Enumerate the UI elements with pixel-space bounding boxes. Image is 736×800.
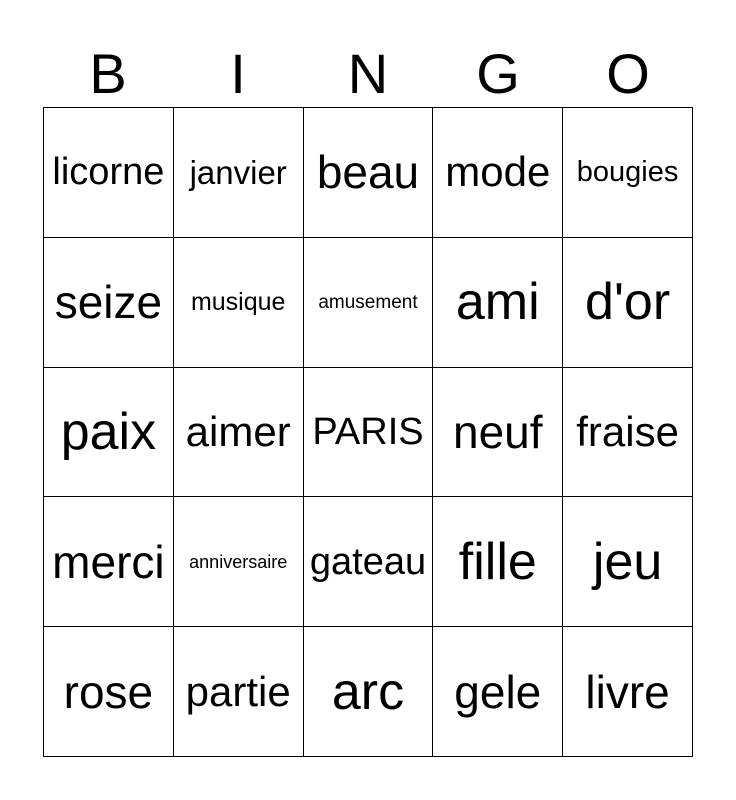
bingo-cell[interactable]: seize xyxy=(44,238,174,368)
header-letter-o: O xyxy=(606,42,650,105)
bingo-cell[interactable]: musique xyxy=(174,238,304,368)
bingo-cell[interactable]: ami xyxy=(433,238,563,368)
bingo-cell[interactable]: gele xyxy=(433,627,563,757)
bingo-cell[interactable]: livre xyxy=(563,627,693,757)
bingo-cell[interactable]: rose xyxy=(44,627,174,757)
bingo-card xyxy=(43,107,693,757)
bingo-cell[interactable]: fraise xyxy=(563,368,693,498)
header-letter-g: G xyxy=(476,42,520,105)
bingo-cell[interactable]: bougies xyxy=(563,108,693,238)
bingo-cell[interactable]: jeu xyxy=(563,497,693,627)
bingo-header xyxy=(43,40,693,108)
bingo-cell[interactable]: arc xyxy=(304,627,434,757)
bingo-cell[interactable]: merci xyxy=(44,497,174,627)
bingo-cell[interactable]: amusement xyxy=(304,238,434,368)
bingo-cell[interactable]: aimer xyxy=(174,368,304,498)
bingo-cell[interactable]: anniversaire xyxy=(174,497,304,627)
header-letter-b: B xyxy=(89,42,127,105)
bingo-cell[interactable]: partie xyxy=(174,627,304,757)
bingo-cell[interactable]: mode xyxy=(433,108,563,238)
bingo-cell[interactable]: beau xyxy=(304,108,434,238)
header-letter-i: I xyxy=(230,42,246,105)
header-letter-n: N xyxy=(347,42,389,105)
bingo-cell[interactable]: janvier xyxy=(174,108,304,238)
bingo-cell[interactable]: licorne xyxy=(44,108,174,238)
bingo-cell[interactable]: fille xyxy=(433,497,563,627)
bingo-cell[interactable]: PARIS xyxy=(304,368,434,498)
bingo-cell[interactable]: d'or xyxy=(563,238,693,368)
bingo-cell[interactable]: gateau xyxy=(304,497,434,627)
bingo-cell[interactable]: neuf xyxy=(433,368,563,498)
bingo-cell[interactable]: paix xyxy=(44,368,174,498)
